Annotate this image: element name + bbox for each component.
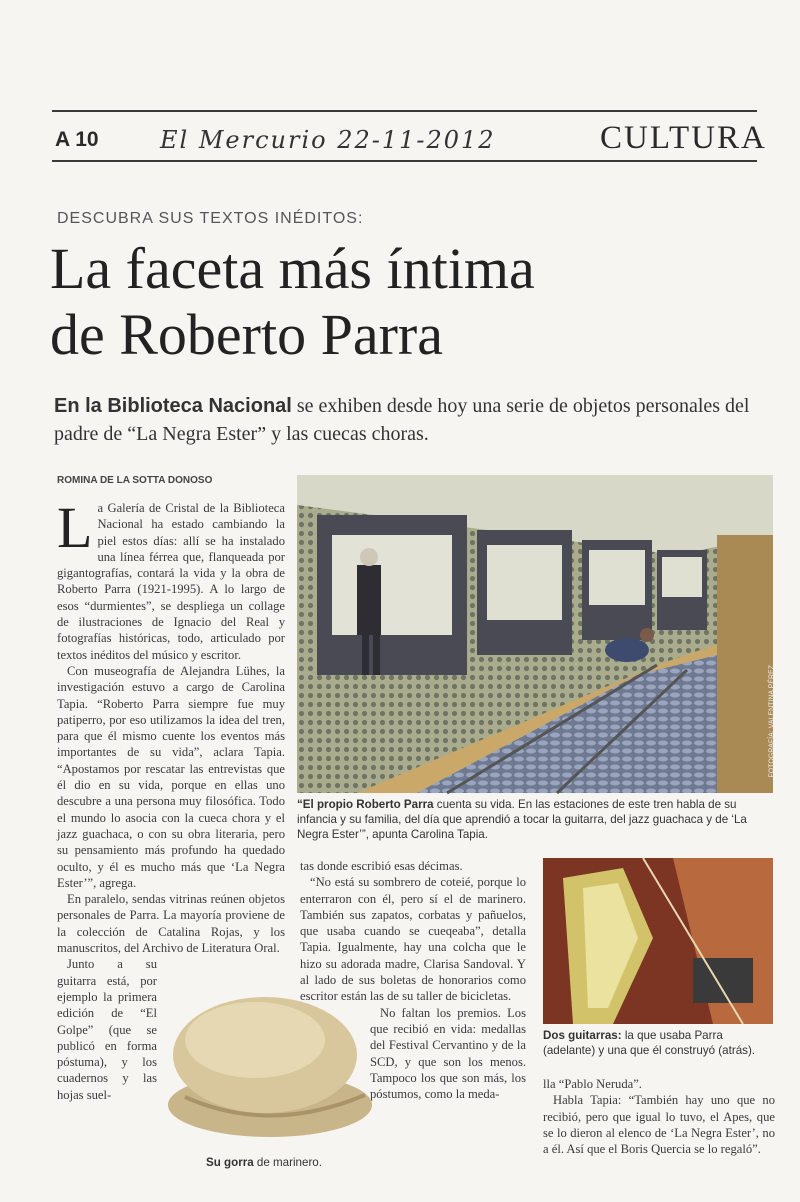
byline: ROMINA DE LA SOTTA DONOSO	[57, 475, 213, 486]
article-headline	[50, 236, 750, 368]
section-title: CULTURA	[600, 120, 767, 156]
caption-text: de marinero.	[253, 1156, 322, 1169]
hat-caption	[206, 1155, 322, 1170]
guitars-caption	[543, 1028, 775, 1058]
drop-cap: L	[57, 495, 93, 560]
lead-bold: En la Biblioteca Nacional	[54, 395, 292, 417]
lead-text: se exhiben desde hoy una serie de objetos personales del padre de “La Negra Ester” y las cuecas choras.	[54, 395, 750, 445]
column-1-paragraph-2: Con museografía de Alejandra Lühes, la investigación estuvo a cargo de Carolina Tapia. “Roberto Parra siempre fue muy patiperro, por eso utilizamos la idea del tren, para que él mismo cuente los eventos más importantes de su vida”, aclara Tapia. “Apostamos por rescatar las entrevistas que él dio en su vida, porque en ellas uno descubre a una persona muy filosófica. Todo el mundo lo asocia con la cueca chora y el jazz guachaca, o con su obra literaria, pero su pensamiento más profundo ha quedado oculto, y él es mucho más que ‘La Negra Ester’”, agrega.	[57, 663, 285, 890]
paragraph-text: a Galería de Cristal de la Biblioteca Nacional ha estado cambiando la piel estos días: allí se ha instalado una línea férrea que, flanqueada por gigantografías, contará la vida y la obra de Roberto Parra (1921-1995). A lo largo de esos “durmientes”, se despliega un collage de ilustraciones de Ignacio del Real y fotografías históricas, todo, articulado por textos inéditos del músico y escritor.	[57, 501, 285, 662]
column-2-paragraph-3: No faltan los premios. Los que recibió en vida: medallas del Festival Cervantino y de la SCD, y que son los menos. Tampoco los que son más, los póstumos, como la meda-	[370, 1005, 526, 1102]
column-1-paragraph-4: Junto a su guitarra está, por ejemplo la primera edición de “El Golpe” (que se publicó en forma póstuma), y los cuadernos y las hojas suel-	[57, 957, 157, 1102]
headline-line-1: La faceta más íntima	[50, 236, 535, 301]
caption-bold: Dos guitarras:	[543, 1029, 622, 1042]
main-photo-train-exhibit	[297, 475, 776, 793]
guitars-illustration	[543, 858, 773, 1024]
caption-text: la que usaba Parra (adelante) y una que él construyó (atrás).	[543, 1029, 756, 1057]
column-2-paragraph-2: “No está su sombrero de coteié, porque lo enterraron con él, pero sí el de marinero. También sus zapatos, corbatas y pañuelos, que usaba cuando se cueqeaba”, detalla Tapia. Igualmente, hay una colcha que le hizo su adorada madre, Clarisa Sandoval. Y al lado de sus boletas de honorarios como escritor están las de su taller de bicicletas.	[300, 875, 526, 1004]
caption-bold: Su gorra	[206, 1156, 254, 1169]
article-lead	[54, 392, 754, 448]
column-3-paragraph-2: Habla Tapia: “También hay uno que no recibió, pero que igual lo tuvo, el Apes, que se lo dieron al elenco de ‘La Negra Ester’, no a él. Así que el Boris Quercia se lo regaló”.	[543, 1093, 775, 1157]
column-3-paragraph-1: lla “Pablo Neruda”.	[543, 1077, 642, 1091]
header-top-rule	[52, 110, 757, 112]
photo-credit: FOTOGRAFÍA: VALENTINA PÉREZ	[769, 665, 776, 778]
headline-line-2: de Roberto Parra	[50, 302, 443, 367]
sailor-cap-illustration	[165, 985, 375, 1145]
column-1-paragraph-1	[57, 495, 285, 663]
caption-text: cuenta su vida. En las estaciones de este tren habla de su infancia y su familia, del día que aprendió a tocar la guitarra, del jazz guachaca y de ‘La Negra Ester’”, apunta Carolina Tapia.	[297, 798, 747, 841]
page-number: A 10	[55, 128, 99, 151]
train-exhibit-illustration	[297, 475, 773, 793]
caption-bold: “El propio Roberto Parra	[297, 798, 434, 811]
header-bottom-rule	[52, 160, 757, 162]
hat-photo	[165, 985, 375, 1145]
main-photo-caption	[297, 797, 775, 842]
handwritten-date-note: El Mercurio 22-11-2012	[160, 126, 496, 154]
column-2-paragraph-1: tas donde escribió esas décimas.	[300, 859, 463, 873]
article-kicker: DESCUBRA SUS TEXTOS INÉDITOS:	[57, 210, 364, 227]
column-1-paragraph-3: En paralelo, sendas vitrinas reúnen objetos personales de Parra. La mayoría proviene de la colección de Catalina Rojas, y los manuscritos, del Archivo de Literatura Oral.	[57, 892, 285, 956]
guitars-photo	[543, 858, 773, 1024]
article-column-3	[543, 1076, 775, 1157]
